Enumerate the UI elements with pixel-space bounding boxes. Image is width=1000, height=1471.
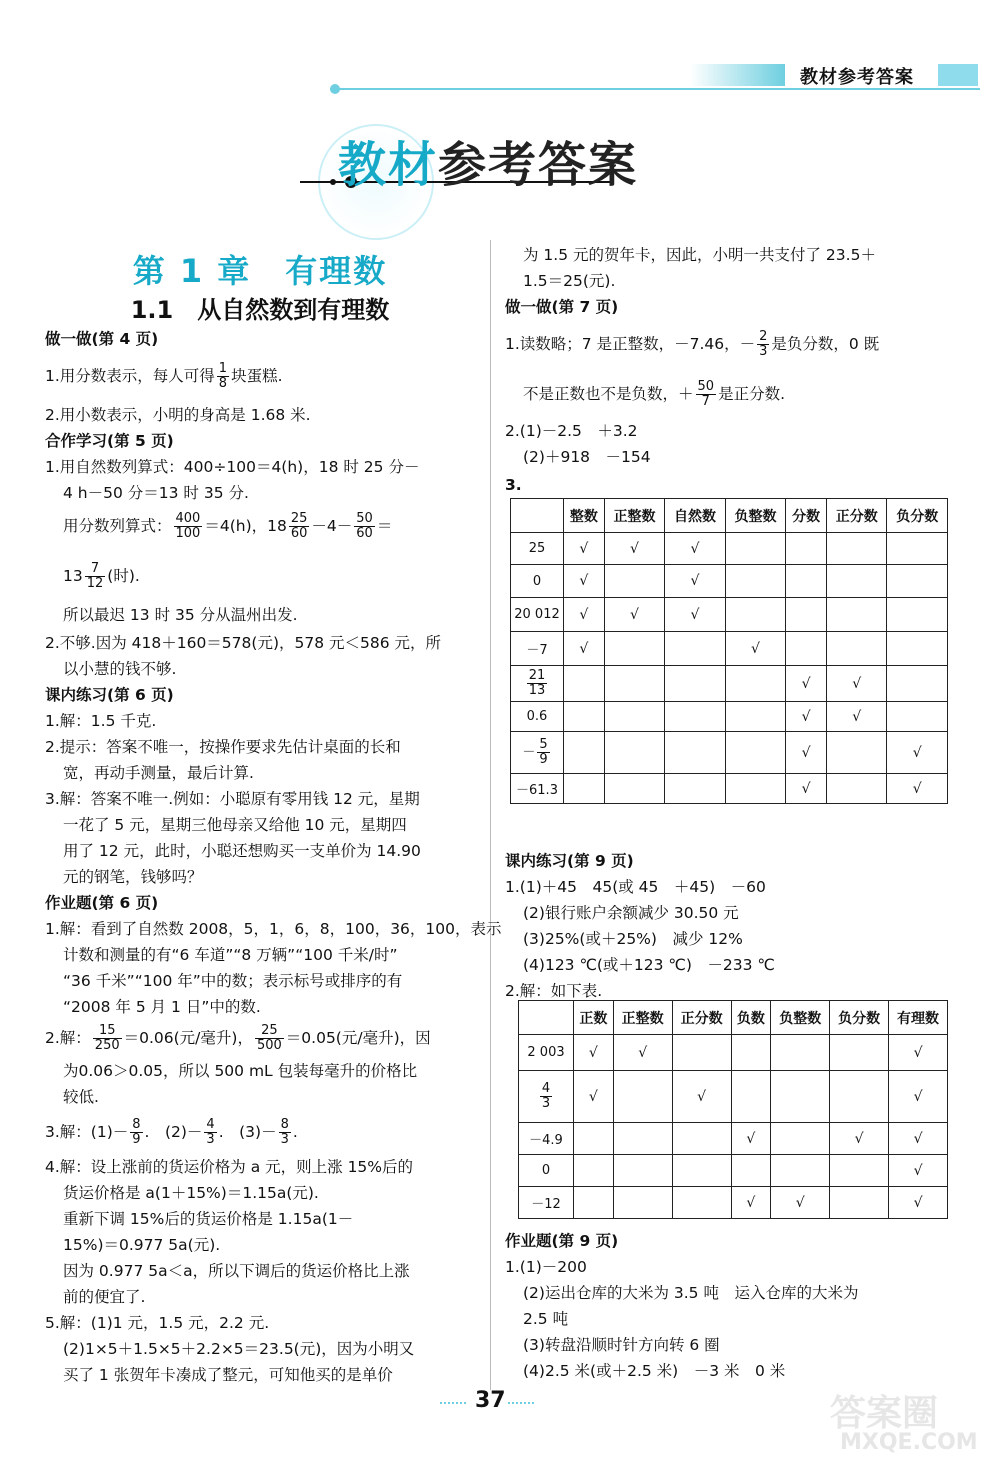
table-row bbox=[511, 565, 948, 598]
row-label: 0.6 bbox=[511, 702, 564, 732]
chapter-title: 第 1 章 有理数 bbox=[132, 252, 388, 290]
check-cell: √ bbox=[889, 1071, 948, 1123]
check-cell bbox=[826, 598, 886, 632]
header-tab-decoration bbox=[938, 64, 978, 86]
text-line: 4.解：设上涨前的货运价格为 a 元，则上涨 15%后的 bbox=[45, 1158, 414, 1176]
table-header-row bbox=[519, 1001, 948, 1035]
check-cell bbox=[771, 1071, 830, 1123]
check-cell: √ bbox=[771, 1187, 830, 1219]
check-cell bbox=[771, 1123, 830, 1155]
text-line: 1.解：1.5 千克. bbox=[45, 712, 157, 730]
check-cell: √ bbox=[731, 1187, 771, 1219]
rational-number-table bbox=[518, 1000, 948, 1219]
table-header: 负整数 bbox=[771, 1001, 830, 1035]
table-row bbox=[511, 774, 948, 804]
banner-small-dot bbox=[330, 179, 336, 185]
text-line: 1.读数略；7 是正整数，－7.46，－ $\frac{2}{3}$ 是负分数，0 既 bbox=[505, 329, 880, 359]
check-cell bbox=[613, 1187, 672, 1219]
text-line: 2.5 吨 bbox=[523, 1310, 569, 1328]
check-cell: √ bbox=[887, 774, 948, 804]
text-line: 5.解：(1)1 元，1.5 元，2.2 元. bbox=[45, 1314, 270, 1332]
check-cell: √ bbox=[786, 666, 827, 702]
check-cell bbox=[731, 1035, 771, 1071]
check-cell: √ bbox=[564, 565, 605, 598]
text-line: 因为 0.977 5a＜a，所以下调后的货运价格比上涨 bbox=[63, 1262, 410, 1280]
check-cell bbox=[830, 1035, 889, 1071]
number-classification-table bbox=[510, 498, 948, 804]
check-cell bbox=[564, 666, 605, 702]
table-row bbox=[519, 1123, 948, 1155]
fraction: $\frac{5}{9}$ bbox=[539, 737, 548, 767]
check-cell: √ bbox=[665, 533, 725, 565]
check-cell bbox=[725, 533, 785, 565]
check-cell: √ bbox=[826, 666, 886, 702]
row-label: 20 012 bbox=[511, 598, 564, 632]
text-line: 重新下调 15%后的货运价格是 1.15a(1－ bbox=[63, 1210, 354, 1228]
table-row bbox=[511, 666, 948, 702]
table-header: 自然数 bbox=[665, 499, 725, 533]
heading: 作业题(第 9 页) bbox=[505, 1232, 619, 1250]
text-line: 以小慧的钱不够. bbox=[63, 660, 177, 678]
text-line: 1.解：看到了自然数 2008，5，1，6，8，100，36，100，表示 bbox=[45, 920, 502, 938]
text-line: (4)123 ℃(或＋123 ℃) －233 ℃ bbox=[523, 956, 775, 974]
table-row bbox=[519, 1155, 948, 1187]
check-cell bbox=[725, 702, 785, 732]
text-line: “36 千米”“100 年”中的数；表示标号或排序的有 bbox=[63, 972, 403, 990]
fraction: $\frac{2}{3}$ bbox=[759, 329, 768, 359]
check-cell bbox=[771, 1155, 830, 1187]
table-header: 负分数 bbox=[887, 499, 948, 533]
heading: 做一做(第 7 页) bbox=[505, 298, 619, 316]
table-corner bbox=[519, 1001, 574, 1035]
check-cell bbox=[665, 774, 725, 804]
check-cell bbox=[665, 732, 725, 774]
check-cell bbox=[574, 1187, 614, 1219]
text-line: 元的钢笔，钱够吗？ bbox=[63, 868, 203, 886]
check-cell bbox=[574, 1123, 614, 1155]
banner-title-part2: 参考答案 bbox=[438, 137, 639, 193]
check-cell: √ bbox=[564, 533, 605, 565]
check-cell bbox=[725, 774, 785, 804]
check-cell bbox=[887, 598, 948, 632]
text-line: 3. bbox=[505, 476, 522, 494]
table-header: 正分数 bbox=[826, 499, 886, 533]
check-cell bbox=[613, 1123, 672, 1155]
header-gradient bbox=[690, 64, 785, 86]
row-label: －7 bbox=[511, 632, 564, 666]
text-line: 2.用小数表示，小明的身高是 1.68 米. bbox=[45, 406, 311, 424]
text-line: 15%)＝0.977 5a(元). bbox=[63, 1236, 221, 1254]
table-row bbox=[511, 533, 948, 565]
check-cell bbox=[826, 732, 886, 774]
check-cell bbox=[604, 666, 664, 702]
check-cell: √ bbox=[731, 1123, 771, 1155]
text-line: (2)＋918 －154 bbox=[523, 448, 651, 466]
check-cell bbox=[786, 565, 827, 598]
table-header: 有理数 bbox=[889, 1001, 948, 1035]
text-line: 3.解：(1)－ $\frac{8}{9}$ . (2)－ $\frac{4}{3}$ . (3)－ $\frac{8}{3}$ . bbox=[45, 1117, 298, 1147]
check-cell bbox=[887, 632, 948, 666]
check-cell bbox=[725, 565, 785, 598]
section-title: 1.1 从自然数到有理数 bbox=[130, 296, 390, 324]
text-line: 1.用自然数列算式：400÷100＝4(h)，18 时 25 分－ bbox=[45, 458, 420, 476]
check-cell bbox=[786, 598, 827, 632]
table-header-row bbox=[511, 499, 948, 533]
check-cell bbox=[604, 774, 664, 804]
table-header: 正整数 bbox=[613, 1001, 672, 1035]
check-cell: √ bbox=[604, 598, 664, 632]
check-cell bbox=[564, 702, 605, 732]
check-cell: √ bbox=[564, 632, 605, 666]
row-label: 0 bbox=[511, 565, 564, 598]
page-number: 37 bbox=[475, 1388, 506, 1413]
watermark-logo: 答案圈 bbox=[830, 1393, 939, 1434]
fraction: $\frac{15}{250}$ bbox=[94, 1023, 120, 1053]
table-row bbox=[511, 702, 948, 732]
text-line: 用了 12 元，此时，小聪还想购买一支单价为 14.90 bbox=[63, 842, 421, 860]
watermark-url: MXQE.COM bbox=[840, 1430, 978, 1455]
text-line: (2)运出仓库的大米为 3.5 吨 运入仓库的大米为 bbox=[523, 1284, 859, 1302]
check-cell bbox=[672, 1155, 731, 1187]
text-line: 13 $\frac{7}{12}$ (时). bbox=[63, 561, 140, 591]
text-line: 所以最迟 13 时 35 分从温州出发. bbox=[63, 606, 298, 624]
check-cell: √ bbox=[604, 533, 664, 565]
row-label: －61.3 bbox=[511, 774, 564, 804]
check-cell: √ bbox=[613, 1035, 672, 1071]
table-row bbox=[511, 732, 948, 774]
row-label bbox=[511, 666, 564, 702]
table-header: 正分数 bbox=[672, 1001, 731, 1035]
text-line: 2.提示：答案不唯一，按操作要求先估计桌面的长和 bbox=[45, 738, 401, 756]
check-cell bbox=[564, 732, 605, 774]
check-cell bbox=[830, 1187, 889, 1219]
text-line: (3)转盘沿顺时针方向转 6 圈 bbox=[523, 1336, 720, 1354]
check-cell bbox=[771, 1035, 830, 1071]
text-line: (3)25%(或＋25%) 减少 12% bbox=[523, 930, 743, 948]
check-cell: √ bbox=[889, 1035, 948, 1071]
check-cell: √ bbox=[786, 774, 827, 804]
check-cell bbox=[574, 1155, 614, 1187]
heading: 作业题(第 6 页) bbox=[45, 894, 159, 912]
fraction: $\frac{21}{13}$ bbox=[528, 668, 546, 698]
check-cell bbox=[826, 632, 886, 666]
table-header: 负数 bbox=[731, 1001, 771, 1035]
heading: 课内练习(第 6 页) bbox=[45, 686, 174, 704]
check-cell: √ bbox=[725, 632, 785, 666]
text-line: 前的便宜了. bbox=[63, 1288, 146, 1306]
check-cell bbox=[826, 774, 886, 804]
fraction: $\frac{1}{8}$ bbox=[218, 361, 228, 391]
text-line: 用分数列算式： $\frac{400}{100}$ ＝4(h)，18 $\frac{25}{60}$ －4－ $\frac{50}{60}$ ＝ bbox=[63, 511, 393, 541]
check-cell bbox=[725, 666, 785, 702]
row-label: －12 bbox=[519, 1187, 574, 1219]
check-cell bbox=[672, 1035, 731, 1071]
column-divider bbox=[490, 240, 491, 1390]
text-line: 不是正数也不是负数，＋ $\frac{50}{7}$ 是正分数. bbox=[523, 379, 785, 409]
table-header: 负分数 bbox=[830, 1001, 889, 1035]
fraction: $\frac{400}{100}$ bbox=[175, 511, 201, 541]
text-line: (2)1×5＋1.5×5＋2.2×5＝23.5(元)，因为小明又 bbox=[63, 1340, 415, 1358]
text-line: 较低. bbox=[63, 1088, 99, 1106]
check-cell: √ bbox=[889, 1187, 948, 1219]
check-cell bbox=[826, 533, 886, 565]
text-line: 为0.06＞0.05，所以 500 mL 包装每毫升的价格比 bbox=[63, 1062, 418, 1080]
heading: 合作学习(第 5 页) bbox=[45, 432, 174, 450]
text-line: (4)2.5 米(或＋2.5 米) －3 米 0 米 bbox=[523, 1362, 786, 1380]
text-line: 2.解： $\frac{15}{250}$ ＝0.06(元/毫升)， $\frac{25}{500}$ ＝0.05(元/毫升)，因 bbox=[45, 1023, 431, 1053]
check-cell bbox=[830, 1155, 889, 1187]
text-line: 为 1.5 元的贺年卡，因此，小明一共支付了 23.5＋ bbox=[523, 246, 876, 264]
page-number-dots-left bbox=[440, 1402, 466, 1404]
check-cell bbox=[672, 1123, 731, 1155]
banner-title bbox=[338, 126, 638, 195]
check-cell bbox=[786, 632, 827, 666]
text-line: “2008 年 5 月 1 日”中的数. bbox=[63, 998, 261, 1016]
check-cell bbox=[887, 666, 948, 702]
check-cell bbox=[887, 533, 948, 565]
check-cell: √ bbox=[574, 1071, 614, 1123]
table-row bbox=[519, 1071, 948, 1123]
fraction: $\frac{50}{60}$ bbox=[356, 511, 373, 541]
text-line: 2.解：如下表. bbox=[505, 982, 603, 1000]
fraction: $\frac{7}{12}$ bbox=[86, 561, 104, 591]
text-line: 3.解：答案不唯一.例如：小聪原有零用钱 12 元，星期 bbox=[45, 790, 420, 808]
row-label: － $\frac{5}{9}$ bbox=[511, 732, 564, 774]
table-header: 正数 bbox=[574, 1001, 614, 1035]
check-cell: √ bbox=[889, 1123, 948, 1155]
banner-title-part1: 教材 bbox=[338, 137, 439, 193]
heading: 课内练习(第 9 页) bbox=[505, 852, 634, 870]
heading: 做一做(第 4 页) bbox=[45, 330, 159, 348]
fraction: $\frac{4}{3}$ bbox=[541, 1081, 551, 1111]
text-line: 计数和测量的有“6 车道”“8 万辆”“100 千米/时” bbox=[63, 946, 398, 964]
check-cell bbox=[604, 732, 664, 774]
row-label: 0 bbox=[519, 1155, 574, 1187]
check-cell bbox=[604, 632, 664, 666]
text-line: 1.(1)－200 bbox=[505, 1258, 587, 1276]
text-line: 货运价格是 a(1＋15%)＝1.15a(元). bbox=[63, 1184, 319, 1202]
check-cell: √ bbox=[826, 702, 886, 732]
text-line: 1.用分数表示，每人可得 $\frac{1}{8}$ 块蛋糕. bbox=[45, 361, 283, 391]
fraction: $\frac{50}{7}$ bbox=[697, 379, 715, 409]
table-corner bbox=[511, 499, 564, 533]
check-cell bbox=[725, 598, 785, 632]
table-header: 正整数 bbox=[604, 499, 664, 533]
table-row bbox=[511, 632, 948, 666]
check-cell: √ bbox=[786, 702, 827, 732]
header-dot bbox=[330, 84, 340, 94]
check-cell bbox=[830, 1071, 889, 1123]
header-title: 教材参考答案 bbox=[800, 67, 914, 88]
table-row bbox=[519, 1035, 948, 1071]
text-line: 1.5＝25(元). bbox=[523, 272, 616, 290]
check-cell bbox=[564, 774, 605, 804]
table-header: 负整数 bbox=[725, 499, 785, 533]
page-number-dots-right bbox=[508, 1402, 534, 1404]
check-cell bbox=[887, 565, 948, 598]
table-row bbox=[519, 1187, 948, 1219]
check-cell bbox=[665, 666, 725, 702]
row-label: 2 003 bbox=[519, 1035, 574, 1071]
check-cell bbox=[604, 565, 664, 598]
text-line: 宽，再动手测量，最后计算. bbox=[63, 764, 254, 782]
check-cell bbox=[786, 533, 827, 565]
row-label bbox=[519, 1071, 574, 1123]
check-cell bbox=[613, 1155, 672, 1187]
check-cell bbox=[665, 632, 725, 666]
check-cell bbox=[665, 702, 725, 732]
table-header: 分数 bbox=[786, 499, 827, 533]
check-cell: √ bbox=[665, 565, 725, 598]
check-cell bbox=[672, 1187, 731, 1219]
check-cell: √ bbox=[889, 1155, 948, 1187]
fraction: $\frac{4}{3}$ bbox=[206, 1117, 215, 1147]
check-cell bbox=[731, 1155, 771, 1187]
text-line: 买了 1 张贺年卡凑成了整元，可知他买的是单价 bbox=[63, 1366, 393, 1384]
fraction: $\frac{8}{3}$ bbox=[280, 1117, 289, 1147]
table-header: 整数 bbox=[564, 499, 605, 533]
check-cell: √ bbox=[830, 1123, 889, 1155]
fraction: $\frac{25}{60}$ bbox=[290, 511, 308, 541]
check-cell bbox=[725, 732, 785, 774]
text-line: 1.(1)＋45 45(或 45 ＋45) －60 bbox=[505, 878, 766, 896]
text-line: 4 h－50 分＝13 时 35 分. bbox=[63, 484, 249, 502]
check-cell bbox=[826, 565, 886, 598]
header-rule bbox=[330, 88, 980, 90]
table-row bbox=[511, 598, 948, 632]
check-cell: √ bbox=[665, 598, 725, 632]
fraction: $\frac{8}{9}$ bbox=[132, 1117, 141, 1147]
check-cell: √ bbox=[786, 732, 827, 774]
check-cell: √ bbox=[574, 1035, 614, 1071]
text-line: (2)银行账户余额减少 30.50 元 bbox=[523, 904, 739, 922]
text-line: 2.(1)－2.5 ＋3.2 bbox=[505, 422, 638, 440]
text-line: 2.不够.因为 418＋160＝578(元)，578 元＜586 元，所 bbox=[45, 634, 442, 652]
check-cell: √ bbox=[564, 598, 605, 632]
row-label: 25 bbox=[511, 533, 564, 565]
text-line: 一花了 5 元，星期三他母亲又给他 10 元，星期四 bbox=[63, 816, 407, 834]
check-cell bbox=[731, 1071, 771, 1123]
check-cell: √ bbox=[887, 732, 948, 774]
fraction: $\frac{25}{500}$ bbox=[256, 1023, 282, 1053]
row-label: －4.9 bbox=[519, 1123, 574, 1155]
check-cell bbox=[887, 702, 948, 732]
check-cell bbox=[613, 1071, 672, 1123]
check-cell: √ bbox=[672, 1071, 731, 1123]
check-cell bbox=[604, 702, 664, 732]
